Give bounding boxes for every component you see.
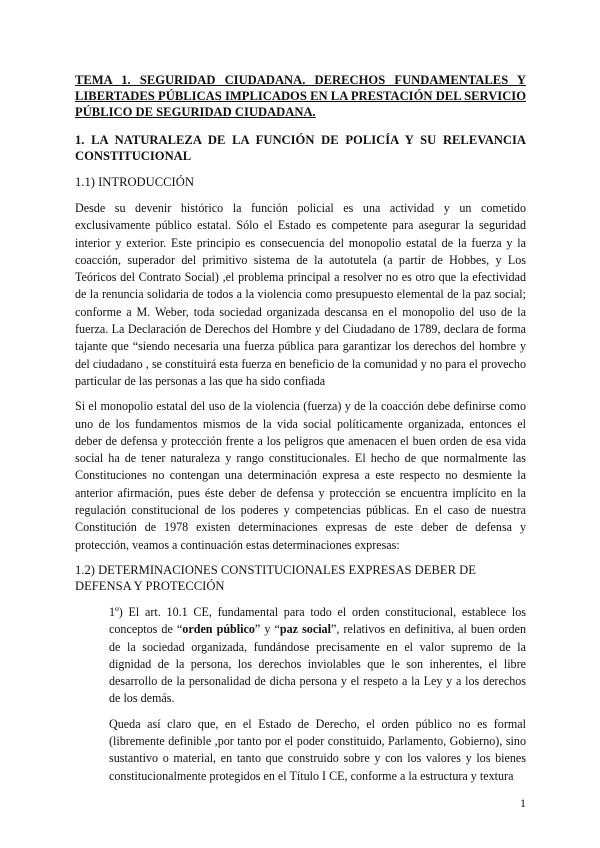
paragraph-article-10-text-a: 1º) El art. 10.1 CE, fundamental para todo el orden constitucional, establece los conceptos de “ (109, 604, 526, 637)
subsection-1-2-heading: 1.2) DETERMINACIONES CONSTITUCIONALES EXPRESAS DEBER DE DEFENSA Y PROTECCIÓN (75, 562, 476, 593)
document-title: TEMA 1. SEGURIDAD CIUDADANA. DERECHOS FUNDAMENTALES Y LIBERTADES PÚBLICAS IMPLICADOS EN LA PRESTACIÓN DEL SERVICIO PÚBLICO DE SEGURIDAD CIUDADANA. (75, 73, 526, 119)
paz-social-term: paz social (279, 622, 331, 637)
orden-publico-term: orden público (182, 622, 255, 637)
paragraph-introduction-2: Si el monopolio estatal del uso de la violencia (fuerza) y de la coacción debe definirse como uno de los fundamentos mismos de la vida social políticamente organizada, entonces el deber de defensa y protección frente a los peligros que amenacen el buen orden de esa vida social ha de tener naturaleza y rango constitucionales. El hecho de que normalmente las Constituciones no contengan una determinación expresa a este respecto no desmiente la anterior afirmación, pues éste deber de defensa y protección se encuentra implícito en la regulación constitucional de los poderes y competencias públicas. En el caso de nuestra Constitución de 1978 existen determinaciones expresas de este deber de defensa y protección, veamos a continuación estas determinaciones expresas: (75, 399, 526, 552)
paragraph-introduction-1: Desde su devenir histórico la función policial es una actividad y un cometido exclusivamente público estatal. Sólo el Estado es competente para asegurar la seguridad interior y exterior. Este principio es consecuencia del monopolio estatal de la fuerza y la coacción, superador del primitivo sistema de la autotutela (a partir de Hobbes, y Los Teóricos del Contrato Social) ,el problema principal a resolver no es otro que la efectividad de la renuncia solidaria de todos a la violencia como presupuesto elemental de la paz social; conforme a M. Weber, toda sociedad organizada descansa en el monopolio del uso de la fuerza. La Declaración de Derechos del Hombre y del Ciudadano de 1789, declara de forma tajante que “siendo necesaria una fuerza pública para garantizar los derechos del hombre y del ciudadano , se constituirá esta fuerza en beneficio de la comunidad y no para el provecho particular de las personas a las que ha sido confiada (75, 201, 526, 388)
paragraph-orden-publico: Queda así claro que, en el Estado de Derecho, el orden público no es formal (libremente definible ,por tanto por el poder constituido, Parlamento, Gobierno), sino sustantivo o material, en tanto que construido sobre y con los valores y los bienes constitucionalmente protegidos en el Título I CE, conforme a la estructura y textura (109, 716, 526, 783)
subsection-1-1-heading: 1.1) INTRODUCCIÓN (75, 175, 194, 189)
paragraph-article-10 (109, 604, 526, 708)
paragraph-article-10-text-b: ” y “ (254, 622, 280, 637)
paragraph-article-10-text-c: ”, relativos en definitiva, al buen orden de la sociedad organizada, fundándose precisamente en el valor supremo de la dignidad de la persona, los derechos inviolables que le son inherentes, el libre desarrollo de la personalidad de dicha persona y el respeto a la Ley y a los derechos de los demás. (109, 622, 526, 706)
page-number: 1 (520, 796, 526, 810)
section-1-heading: 1. LA NATURALEZA DE LA FUNCIÓN DE POLICÍA Y SU RELEVANCIA CONSTITUCIONAL (75, 133, 526, 163)
page-content (75, 72, 526, 793)
